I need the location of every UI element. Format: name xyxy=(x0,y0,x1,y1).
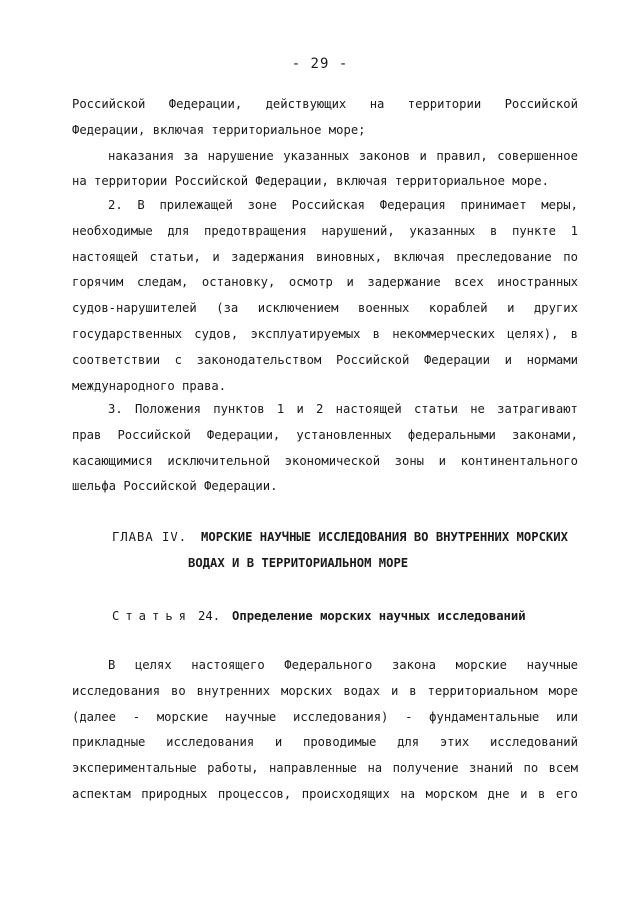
word: прикладные xyxy=(72,735,146,750)
word: Федерации, xyxy=(168,97,243,111)
word: за xyxy=(183,148,199,163)
word: направленные xyxy=(268,761,358,776)
word: Федерация xyxy=(379,198,446,212)
word: Российской xyxy=(504,97,578,111)
word: морском xyxy=(425,786,477,801)
word: Положения xyxy=(134,402,201,416)
word: не xyxy=(470,402,485,416)
chapter-heading xyxy=(112,524,582,576)
word: прав xyxy=(72,427,102,442)
word: исключительной xyxy=(167,453,271,468)
text-line xyxy=(72,756,578,782)
word: указанных xyxy=(409,223,476,238)
word: установленных xyxy=(296,427,392,442)
word: и xyxy=(507,301,515,316)
chapter-title-line1: МОРСКИЕ НАУЧНЫЕ ИССЛЕДОВАНИЯ ВО ВНУТРЕННИХ МОРСКИХ xyxy=(201,530,568,544)
text-line xyxy=(72,219,578,245)
article-word: Статья xyxy=(112,609,193,623)
word: правил, xyxy=(436,148,488,163)
word: на xyxy=(400,786,416,801)
word: или xyxy=(555,709,578,724)
word: по xyxy=(523,761,539,776)
word: в xyxy=(570,326,578,341)
text-line: на территории Российской Федерации, включая территориальное море. xyxy=(72,174,549,189)
text-line xyxy=(72,144,578,170)
word: 2. xyxy=(108,198,123,212)
word: нарушений, xyxy=(321,223,395,238)
word: Российской xyxy=(335,352,410,367)
word: с xyxy=(174,352,183,367)
word: дне xyxy=(487,786,510,801)
word: и xyxy=(520,786,528,801)
word: Федерации xyxy=(423,352,491,367)
word: других xyxy=(533,301,578,316)
paragraph-2 xyxy=(72,193,578,399)
word: на xyxy=(367,761,383,776)
text-line xyxy=(72,397,578,423)
word: исключением xyxy=(257,301,339,316)
word: 3. xyxy=(108,402,123,416)
text-line xyxy=(72,730,578,756)
word: задержания xyxy=(231,249,305,264)
word: для xyxy=(167,223,190,238)
word: и xyxy=(419,148,427,163)
word: и xyxy=(438,453,446,468)
word: 2 xyxy=(316,402,324,416)
word: морские xyxy=(455,658,507,672)
word: целях xyxy=(134,658,172,672)
text-line: Федерации, включая территориальное море; xyxy=(72,122,366,137)
word: зоны xyxy=(394,453,425,468)
word: исследования xyxy=(166,735,255,750)
word: морских xyxy=(280,683,333,698)
text-line xyxy=(72,653,578,679)
text-line: международного права. xyxy=(72,378,227,393)
word: Российской xyxy=(72,97,146,111)
word: меры, xyxy=(541,198,578,212)
word: экспериментальные xyxy=(72,761,197,776)
word: и xyxy=(346,275,354,290)
text-line xyxy=(72,322,578,348)
word: во xyxy=(171,683,186,698)
word: процессов, xyxy=(217,786,292,801)
word: исследования xyxy=(72,683,161,698)
word: судов-нарушителей xyxy=(72,301,197,316)
word: по xyxy=(563,249,578,264)
word: всех xyxy=(454,275,484,290)
article-heading xyxy=(112,603,582,629)
word: всем xyxy=(548,761,578,776)
word: Российской xyxy=(117,427,191,442)
word: и xyxy=(274,735,283,750)
word: море xyxy=(548,683,578,698)
word: научные xyxy=(526,658,578,672)
word: Федерального xyxy=(284,658,373,672)
word: территориальном xyxy=(427,683,538,698)
paragraph-3 xyxy=(72,397,578,500)
word: и xyxy=(212,249,220,264)
text-line xyxy=(72,296,578,322)
word: территории xyxy=(407,97,482,111)
word: статьи, xyxy=(149,249,201,264)
word: и xyxy=(390,683,399,698)
text-line xyxy=(72,705,578,731)
word: военных xyxy=(357,301,410,316)
article-number: 24. xyxy=(198,609,221,623)
word: государственных xyxy=(72,326,183,341)
word: континентального xyxy=(460,453,578,468)
text-line xyxy=(72,679,578,705)
word: Российская xyxy=(291,198,366,212)
word: морские xyxy=(156,709,209,724)
word: настоящей xyxy=(335,402,402,416)
word: и xyxy=(504,352,512,367)
text-line xyxy=(72,193,578,219)
paragraph-article-24 xyxy=(72,653,578,808)
word: происходящих xyxy=(301,786,390,801)
word: фундаментальные xyxy=(429,709,540,724)
word: соответствии xyxy=(72,352,161,367)
word: Федерации, xyxy=(206,427,281,442)
word: аспектам xyxy=(72,786,131,801)
word: предотвращения xyxy=(203,223,307,238)
text-line xyxy=(72,449,578,475)
word: касающимися xyxy=(72,453,153,468)
word: прилежащей xyxy=(159,198,233,212)
chapter-title-line2: ВОДАХ И В ТЕРРИТОРИАЛЬНОМ МОРЕ xyxy=(188,556,409,570)
word: целях), xyxy=(507,326,559,341)
word: знаний xyxy=(469,761,514,776)
word: на xyxy=(369,97,385,111)
word: этих xyxy=(439,735,470,750)
word: настоящей xyxy=(72,249,139,264)
word: законов xyxy=(358,148,411,163)
word: законами, xyxy=(511,427,578,442)
word: наказания xyxy=(108,148,175,163)
text-line xyxy=(72,270,578,296)
word: природных xyxy=(141,786,208,801)
word: указанных xyxy=(283,148,350,163)
word: федеральными xyxy=(407,427,496,442)
word: в xyxy=(490,223,498,238)
paragraph-continuation xyxy=(72,92,578,195)
chapter-label: ГЛАВА IV. xyxy=(112,530,188,544)
word: в xyxy=(372,326,381,341)
article-title: Определение морских научных исследований xyxy=(232,609,526,623)
word: включая xyxy=(393,249,445,264)
word: настоящего xyxy=(191,658,265,672)
word: действующих xyxy=(265,97,347,111)
word: - xyxy=(405,709,413,724)
word: и xyxy=(296,402,304,416)
word: нарушение xyxy=(207,148,274,163)
word: 1 xyxy=(570,223,578,238)
word: задержание xyxy=(367,275,441,290)
word: виновных, xyxy=(316,249,383,264)
word: нормами xyxy=(526,352,578,367)
word: (за xyxy=(216,301,239,316)
word: преследование xyxy=(456,249,552,264)
word: принимает xyxy=(460,198,527,212)
text-line xyxy=(72,782,578,808)
word: иностранных xyxy=(497,275,578,290)
text-line xyxy=(72,423,578,449)
word: горячим xyxy=(72,275,124,290)
word: совершенное xyxy=(497,148,578,163)
word: зоне xyxy=(247,198,277,212)
word: затрагивают xyxy=(497,402,578,416)
word: пункте xyxy=(511,223,557,238)
text-line: шельфа Российской Федерации. xyxy=(72,479,278,494)
text-line xyxy=(72,92,578,118)
word: законодательством xyxy=(196,352,322,367)
word: статьи xyxy=(413,402,458,416)
text-line xyxy=(72,245,578,271)
word: экономической xyxy=(284,453,381,468)
page-number: - 29 - xyxy=(291,56,349,72)
word: 1 xyxy=(276,402,285,416)
word: осмотр xyxy=(288,275,333,290)
word: в xyxy=(537,786,546,801)
word: закона xyxy=(391,658,436,672)
word: судов, xyxy=(194,326,239,341)
word: получение xyxy=(392,761,459,776)
word: необходимые xyxy=(72,223,153,238)
word: - xyxy=(132,709,141,724)
word: остановку, xyxy=(201,275,276,290)
word: его xyxy=(555,786,578,801)
word: (далее xyxy=(72,709,117,724)
word: научные xyxy=(224,709,277,724)
word: исследования) xyxy=(293,709,389,724)
word: следам, xyxy=(136,275,189,290)
word: В xyxy=(108,658,116,672)
word: внутренних xyxy=(196,683,271,698)
word: эксплуатируемых xyxy=(250,326,361,341)
word: В xyxy=(137,198,145,212)
word: пунктов xyxy=(213,402,265,416)
word: в xyxy=(409,683,417,698)
word: некоммерческих xyxy=(392,326,495,341)
text-line xyxy=(72,348,578,374)
word: исследований xyxy=(489,735,578,750)
word: кораблей xyxy=(428,301,488,316)
word: водах xyxy=(343,683,380,698)
word: проводимые xyxy=(302,735,377,750)
word: работы, xyxy=(207,761,259,776)
word: для xyxy=(397,735,420,750)
